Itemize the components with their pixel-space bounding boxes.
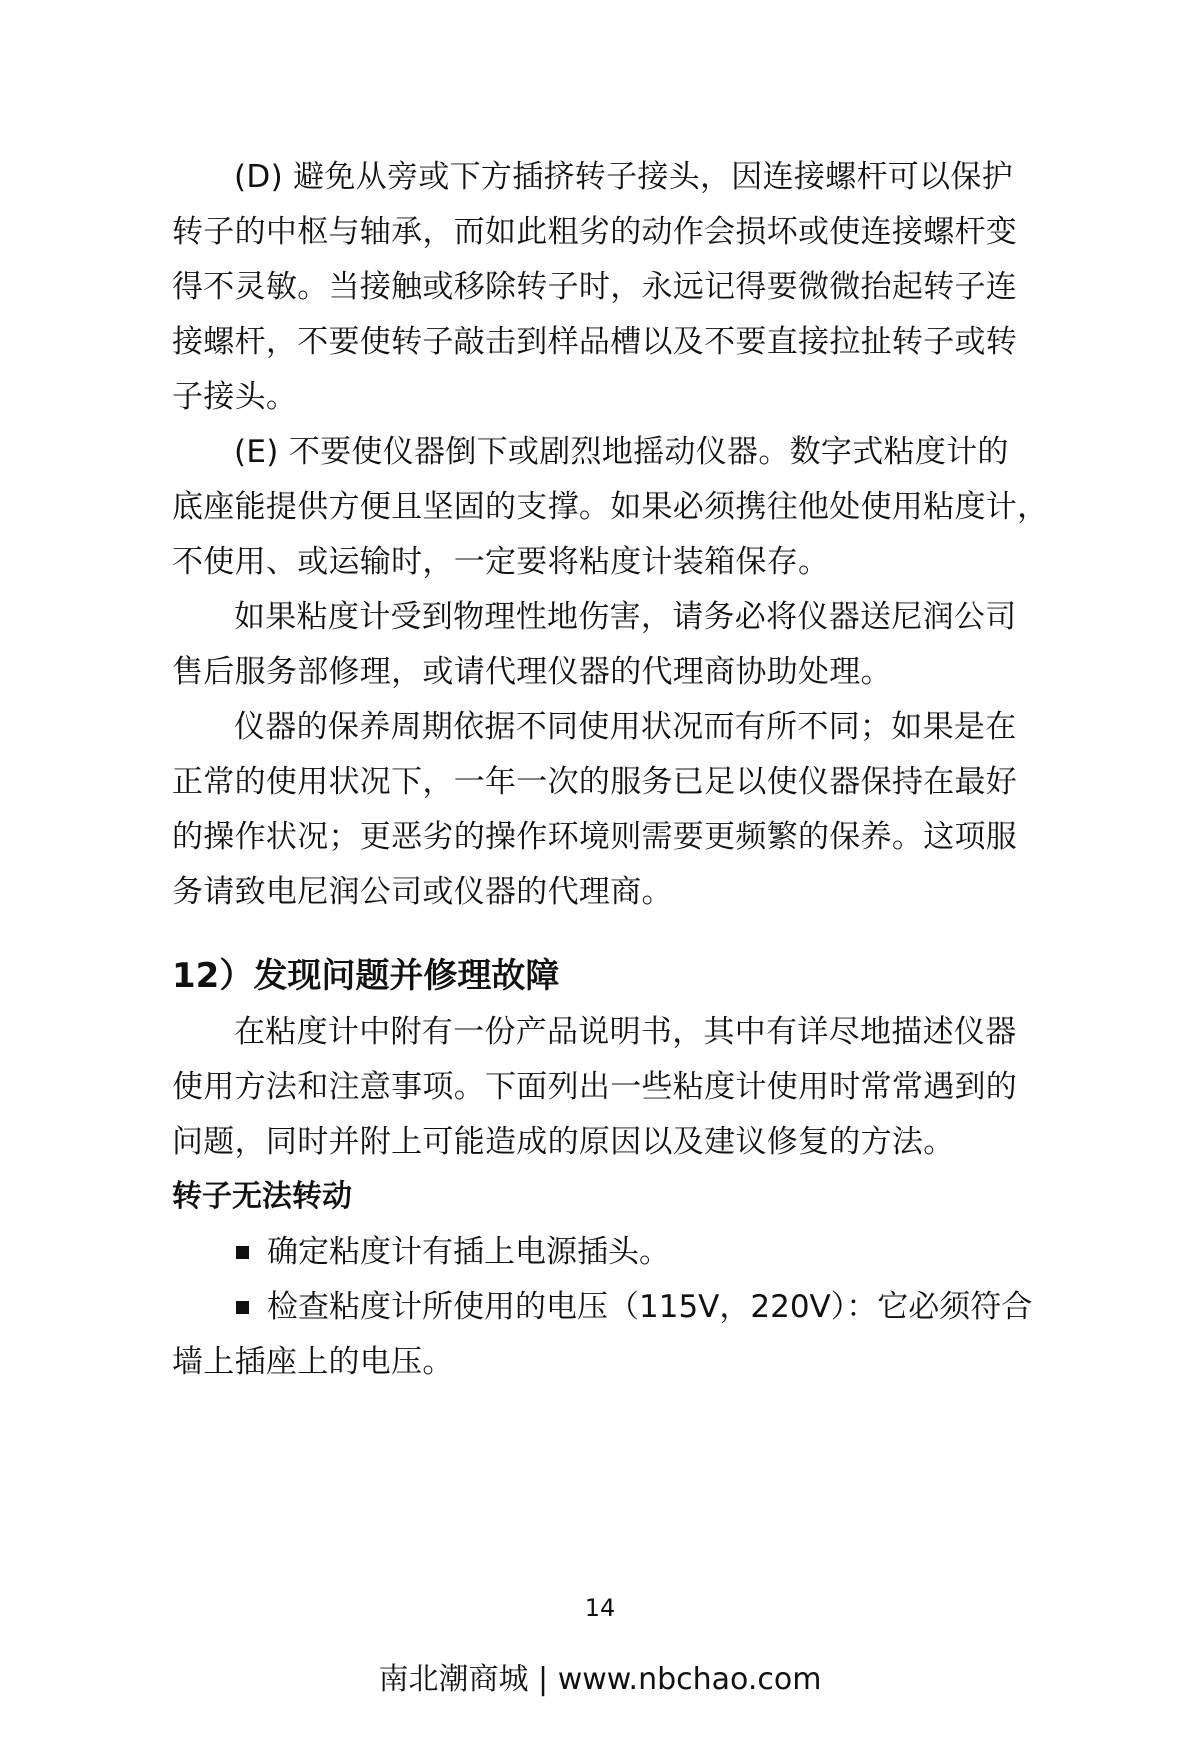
- paragraph-e-line-3: 不使用、或运输时，一定要将粘度计装箱保存。: [172, 544, 830, 580]
- paragraph-intro-line-2: 使用方法和注意事项。下面列出一些粘度计使用时常常遇到的: [172, 1069, 1018, 1105]
- bullet-item-2-text: 检查粘度计所使用的电压（115V，220V）：它必须符合: [267, 1289, 1033, 1325]
- page-number: 14: [584, 1594, 616, 1622]
- paragraph-maintenance-line-4: 务请致电尼润公司或仪器的代理商。: [172, 874, 673, 910]
- paragraph-d-line-5: 子接头。: [172, 379, 298, 415]
- paragraph-intro-line-3: 问题，同时并附上可能造成的原因以及建议修复的方法。: [172, 1124, 955, 1160]
- paragraph-damage-line-1: 如果粘度计受到物理性地伤害，请务必将仪器送尼润公司: [234, 599, 1017, 635]
- paragraph-d-line-2: 转子的中枢与轴承，而如此粗劣的动作会损坏或使连接螺杆变: [172, 214, 1018, 250]
- paragraph-intro-line-1: 在粘度计中附有一份产品说明书，其中有详尽地描述仪器: [234, 1014, 1017, 1050]
- paragraph-d-line-4: 接螺杆，不要使转子敲击到样品槽以及不要直接拉扯转子或转: [172, 324, 1018, 360]
- section-heading: 12）发现问题并修理故障: [172, 956, 560, 996]
- bullet-item-2-continuation: 墙上插座上的电压。: [172, 1344, 454, 1380]
- paragraph-maintenance-line-1: 仪器的保养周期依据不同使用状况而有所不同；如果是在: [234, 709, 1017, 745]
- paragraph-e-line-2: 底座能提供方便且坚固的支撑。如果必须携往他处使用粘度计，: [172, 489, 1049, 525]
- paragraph-maintenance-line-2: 正常的使用状况下，一年一次的服务已足以使仪器保持在最好: [172, 764, 1018, 800]
- paragraph-d-line-1: (D) 避免从旁或下方插挤转子接头，因连接螺杆可以保护: [234, 159, 1014, 195]
- square-bullet-icon: [236, 1246, 249, 1259]
- paragraph-d-line-3: 得不灵敏。当接触或移除转子时，永远记得要微微抬起转子连: [172, 269, 1018, 305]
- subheading-rotor-not-turning: 转子无法转动: [172, 1179, 352, 1214]
- square-bullet-icon: [236, 1301, 249, 1314]
- paragraph-maintenance-line-3: 的操作状况；更恶劣的操作环境则需要更频繁的保养。这项服: [172, 819, 1018, 855]
- bullet-item-1: [236, 1232, 670, 1272]
- bullet-item-1-text: 确定粘度计有插上电源插头。: [267, 1234, 670, 1270]
- paragraph-e-line-1: (E) 不要使仪器倒下或剧烈地摇动仪器。数字式粘度计的: [234, 434, 1009, 470]
- bullet-item-2: [236, 1287, 1032, 1327]
- footer-watermark: 南北潮商城 | www.nbchao.com: [378, 1662, 822, 1697]
- paragraph-damage-line-2: 售后服务部修理，或请代理仪器的代理商协助处理。: [172, 654, 892, 690]
